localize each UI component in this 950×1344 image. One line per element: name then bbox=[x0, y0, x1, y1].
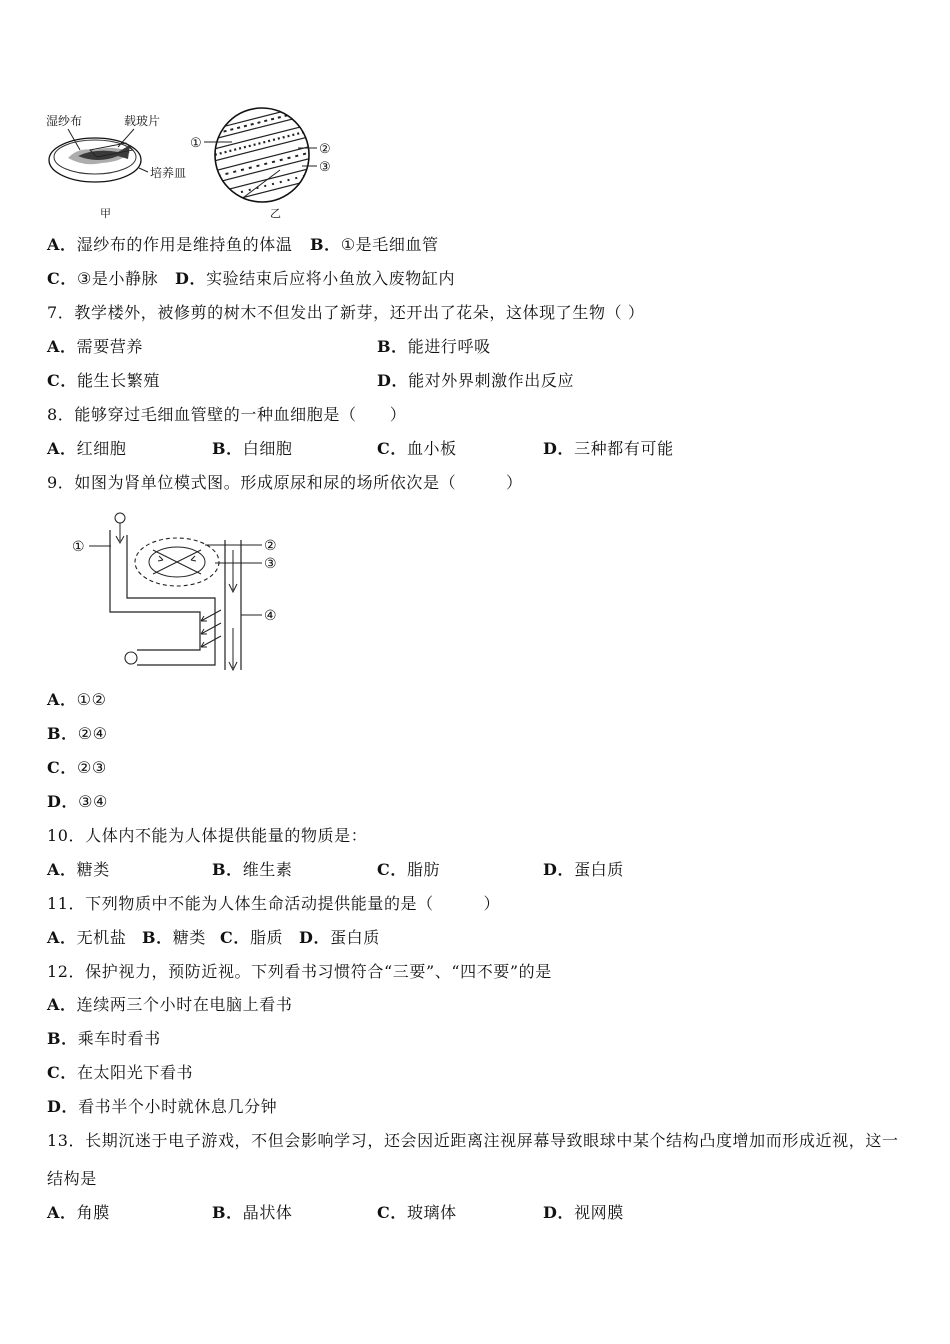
q7-option-c bbox=[47, 371, 160, 391]
q9-option-c bbox=[47, 758, 107, 778]
q12-option-c bbox=[47, 1063, 193, 1083]
q11-options-row bbox=[0, 928, 950, 948]
caption-jia: 甲 bbox=[100, 207, 111, 220]
q11-option-a bbox=[47, 928, 126, 948]
option-letter: C． bbox=[220, 928, 250, 947]
option-text: ②④ bbox=[77, 724, 108, 743]
option-text: ③④ bbox=[78, 792, 108, 811]
option-letter: B． bbox=[212, 860, 243, 879]
q13-stem-line-1: 13．长期沉迷于电子游戏，不但会影响学习，还会因近距离注视屏幕导致眼球中某个结构凸度增加而形成近视，这一 bbox=[47, 1131, 899, 1150]
q6-options-row-1 bbox=[0, 235, 950, 255]
q12-option-d bbox=[47, 1097, 277, 1117]
option-letter: C． bbox=[47, 269, 77, 288]
option-letter: A． bbox=[47, 860, 77, 879]
q12-option-row-a bbox=[0, 995, 950, 1015]
q10-option-d bbox=[543, 860, 624, 880]
q10-options-row bbox=[0, 860, 950, 880]
option-text: 糖类 bbox=[76, 860, 110, 879]
q12-option-row-d bbox=[0, 1097, 950, 1117]
option-letter: A． bbox=[47, 439, 77, 458]
option-letter: B． bbox=[310, 235, 341, 254]
q10-stem: 10．人体内不能为人体提供能量的物质是： bbox=[47, 826, 368, 845]
option-letter: B． bbox=[212, 439, 243, 458]
q9-option-row-b bbox=[0, 724, 950, 744]
option-letter: C． bbox=[377, 1203, 407, 1222]
q6-option-c bbox=[47, 269, 158, 289]
option-text: 连续两三个小时在电脑上看书 bbox=[76, 995, 293, 1014]
option-letter: D． bbox=[47, 792, 79, 811]
option-text: 蛋白质 bbox=[574, 860, 624, 879]
option-text: 红细胞 bbox=[76, 439, 127, 458]
q7-option-a bbox=[47, 337, 143, 357]
nephron-label-4: ④ bbox=[264, 608, 277, 624]
q8-option-a bbox=[47, 439, 126, 459]
caption-yi: 乙 bbox=[270, 207, 281, 220]
label-glass-slide: 载玻片 bbox=[124, 114, 161, 128]
q10-option-c bbox=[377, 860, 440, 880]
option-text: 能进行呼吸 bbox=[407, 337, 491, 356]
q9-option-d bbox=[47, 792, 108, 812]
option-text: 实验结束后应将小鱼放入废物缸内 bbox=[206, 269, 456, 288]
option-letter: A． bbox=[47, 928, 77, 947]
q13-option-b bbox=[212, 1203, 293, 1223]
nephron-label-3: ③ bbox=[264, 556, 277, 572]
q11-option-b bbox=[142, 928, 206, 948]
q7-option-b bbox=[377, 337, 491, 357]
option-text: 角膜 bbox=[76, 1203, 110, 1222]
option-letter: A． bbox=[47, 995, 77, 1014]
option-text: 糖类 bbox=[172, 928, 206, 947]
blood-cells bbox=[210, 107, 320, 135]
option-letter: C． bbox=[377, 439, 407, 458]
q12-option-b bbox=[47, 1029, 161, 1049]
q9-option-a bbox=[47, 690, 107, 710]
option-letter: B． bbox=[377, 337, 408, 356]
option-letter: A． bbox=[47, 1203, 77, 1222]
nephron-diagram bbox=[65, 510, 295, 675]
option-letter: C． bbox=[47, 371, 77, 390]
option-letter: D． bbox=[377, 371, 409, 390]
option-letter: A． bbox=[47, 690, 77, 709]
option-letter: C． bbox=[377, 860, 407, 879]
label-circle-1: ① bbox=[190, 136, 202, 151]
q13-option-c bbox=[377, 1203, 457, 1223]
tubule-end-opening bbox=[125, 652, 137, 664]
q6-options-row-2 bbox=[0, 269, 950, 289]
option-text: 晶状体 bbox=[242, 1203, 293, 1222]
option-text: 三种都有可能 bbox=[574, 439, 674, 458]
option-letter: D． bbox=[47, 1097, 79, 1116]
option-text: 湿纱布的作用是维持鱼的体温 bbox=[76, 235, 293, 254]
q9-stem-row bbox=[0, 473, 950, 493]
q9-option-row-d bbox=[0, 792, 950, 812]
q9-option-b bbox=[47, 724, 108, 744]
q8-option-b bbox=[212, 439, 293, 459]
option-letter: A． bbox=[47, 235, 77, 254]
q12-stem: 12．保护视力，预防近视。下列看书习惯符合“三要”、“四不要”的是 bbox=[47, 962, 552, 981]
option-letter: D． bbox=[543, 439, 575, 458]
option-text: 血小板 bbox=[406, 439, 457, 458]
q8-option-c bbox=[377, 439, 457, 459]
q7-stem: 7．教学楼外，被修剪的树木不但发出了新芽，还开出了花朵，这体现了生物（ ） bbox=[47, 303, 645, 322]
option-text: 蛋白质 bbox=[330, 928, 380, 947]
q12-option-row-b bbox=[0, 1029, 950, 1049]
option-text: 脂肪 bbox=[406, 860, 441, 879]
q13-option-d bbox=[543, 1203, 624, 1223]
q10-stem-row bbox=[0, 826, 950, 846]
reabsorption-arrow bbox=[201, 636, 221, 647]
option-letter: D． bbox=[543, 1203, 575, 1222]
option-text: ②③ bbox=[76, 758, 107, 777]
q12-stem-row bbox=[0, 962, 950, 982]
option-letter: C． bbox=[47, 1063, 77, 1082]
option-text: ③是小静脉 bbox=[76, 269, 159, 288]
q13-stem-row-2 bbox=[0, 1169, 950, 1189]
q7-stem-row bbox=[0, 303, 950, 323]
nephron-label-2: ② bbox=[264, 538, 277, 554]
option-text: 白细胞 bbox=[242, 439, 293, 458]
nephron-label-1: ① bbox=[72, 539, 85, 555]
option-letter: B． bbox=[47, 724, 78, 743]
option-text: 看书半个小时就休息几分钟 bbox=[78, 1097, 278, 1116]
reabsorption-arrow bbox=[201, 623, 221, 634]
filtration-arrow bbox=[191, 556, 196, 561]
option-letter: B． bbox=[142, 928, 173, 947]
filtration-arrow bbox=[158, 556, 163, 561]
option-letter: D． bbox=[299, 928, 331, 947]
microscope-field-circle bbox=[215, 108, 309, 202]
option-text: 能生长繁殖 bbox=[76, 371, 160, 390]
option-text: 乘车时看书 bbox=[77, 1029, 161, 1048]
option-text: 能对外界刺激作出反应 bbox=[408, 371, 575, 390]
q9-option-row-c bbox=[0, 758, 950, 778]
blood-vessels-view bbox=[210, 102, 320, 206]
q7-options-row-1 bbox=[0, 337, 950, 357]
option-text: ①是毛细血管 bbox=[340, 235, 439, 254]
option-text: 脂质 bbox=[249, 928, 284, 947]
q10-option-b bbox=[212, 860, 293, 880]
option-text: ①② bbox=[76, 690, 107, 709]
label-circle-3: ③ bbox=[319, 160, 331, 175]
label-wet-gauze: 湿纱布 bbox=[46, 114, 83, 128]
q13-options-row bbox=[0, 1203, 950, 1223]
inflow-opening bbox=[115, 513, 125, 523]
q6-option-d bbox=[175, 269, 455, 289]
option-text: 无机盐 bbox=[76, 928, 127, 947]
option-text: 玻璃体 bbox=[406, 1203, 457, 1222]
q11-option-c bbox=[220, 928, 283, 948]
q8-options-row bbox=[0, 439, 950, 459]
reabsorption-arrow bbox=[201, 610, 221, 621]
fish-experiment-figure bbox=[40, 100, 340, 225]
q13-stem-line-2: 结构是 bbox=[47, 1169, 97, 1188]
q7-options-row-2 bbox=[0, 371, 950, 391]
q10-option-a bbox=[47, 860, 110, 880]
label-circle-2: ② bbox=[319, 142, 331, 157]
option-text: 在太阳光下看书 bbox=[76, 1063, 194, 1082]
option-letter: C． bbox=[47, 758, 77, 777]
q6-option-a bbox=[47, 235, 292, 255]
option-text: 需要营养 bbox=[76, 337, 144, 356]
q6-option-b bbox=[310, 235, 439, 255]
option-letter: D． bbox=[175, 269, 207, 288]
q11-stem-row bbox=[0, 894, 950, 914]
dish-pointer-line bbox=[139, 168, 148, 172]
option-letter: B． bbox=[47, 1029, 78, 1048]
option-text: 视网膜 bbox=[574, 1203, 624, 1222]
q13-stem-row-1 bbox=[0, 1131, 950, 1151]
q11-option-d bbox=[299, 928, 380, 948]
q9-option-row-a bbox=[0, 690, 950, 710]
label-petri-dish: 培养皿 bbox=[150, 166, 187, 180]
option-letter: D． bbox=[543, 860, 575, 879]
q8-option-d bbox=[543, 439, 674, 459]
q12-option-a bbox=[47, 995, 292, 1015]
option-letter: B． bbox=[212, 1203, 243, 1222]
option-text: 维生素 bbox=[242, 860, 293, 879]
q7-option-d bbox=[377, 371, 574, 391]
q8-stem-row bbox=[0, 405, 950, 425]
blood-cells bbox=[210, 150, 320, 178]
q9-stem: 9．如图为肾单位模式图。形成原尿和尿的场所依次是（ ） bbox=[47, 473, 523, 492]
option-letter: A． bbox=[47, 337, 77, 356]
q8-stem: 8．能够穿过毛细血管壁的一种血细胞是（ ） bbox=[47, 405, 407, 424]
q11-stem: 11．下列物质中不能为人体生命活动提供能量的是（ ） bbox=[47, 894, 501, 913]
q12-option-row-c bbox=[0, 1063, 950, 1083]
q13-option-a bbox=[47, 1203, 110, 1223]
